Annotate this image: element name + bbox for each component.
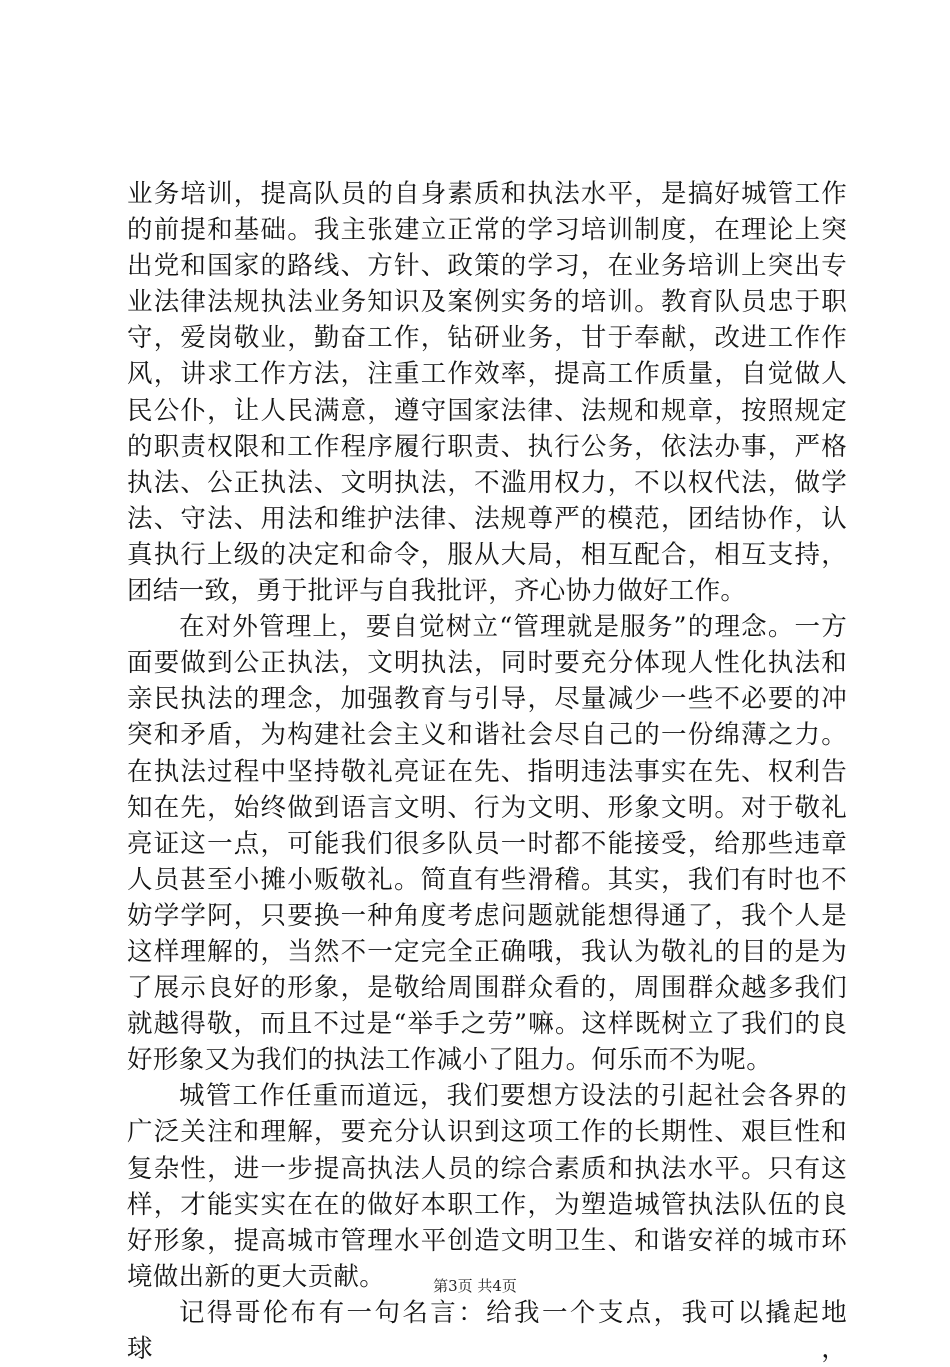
body-text (127, 176, 847, 1367)
paragraph-training: 业务培训，提高队员的自身素质和执法水平，是搞好城管工作的前提和基础。我主张建立正常的学习培训制度，在理论上突出党和国家的路线、方针、政策的学习，在业务培训上突出专业法律法规执法业务知识及案例实务的培训。教育队员忠于职守，爱岗敬业，勤奋工作，钻研业务，甘于奉献，改进工作作风，讲求工作方法，注重工作效率，提高工作质量，自觉做人民公仆，让人民满意，遵守国家法律、法规和规章，按照规定的职责权限和工作程序履行职责、执行公务，依法办事，严格执法、公正执法、文明执法，不滥用权力，不以权代法，做学法、守法、用法和维护法律、法规尊严的模范，团结协作，认真执行上级的决定和命令，服从大局，相互配合，相互支持，团结一致，勇于批评与自我批评，齐心协力做好工作。 (127, 179, 847, 607)
paragraph-external-management: 在对外管理上，要自觉树立“管理就是服务”的理念。一方面要做到公正执法，文明执法，同时要充分体现人性化执法和亲民执法的理念，加强教育与引导，尽量减少一些不必要的冲突和矛盾，为构建社会主义和谐社会尽自己的一份绵薄之力。在执法过程中坚持敬礼亮证在先、指明违法事实在先、权利告知在先，始终做到语言文明、行为文明、形象文明。对于敬礼亮证这一点，可能我们很多队员一时都不能接受，给那些违章人员甚至小摊小贩敬礼。简直有些滑稽。其实，我们有时也不妨学学阿，只要换一种角度考虑问题就能想得通了，我个人是这样理解的，当然不一定完全正确哦，我认为敬礼的目的是为了展示良好的形象，是敬给周围群众看的，周围群众越多我们就越得敬，而且不过是“举手之劳”嘛。这样既树立了我们的良好形象又为我们的执法工作减小了阻力。何乐而不为呢。 (127, 612, 847, 1076)
page-footer: 第3页 共4页 (433, 1277, 517, 1295)
paragraph-quote: 记得哥伦布有一句名言：给我一个支点，我可以撬起地球， (127, 1297, 847, 1364)
paragraph-conclusion: 城管工作任重而道远，我们要想方设法的引起社会各界的广泛关注和理解，要充分认识到这项工作的长期性、艰巨性和复杂性，进一步提高执法人员的综合素质和执法水平。只有这样，才能实实在在的做好本职工作，为塑造城管执法队伍的良好形象，提高城市管理水平创造文明卫生、和谐安祥的城市环境做出新的更大贡献。 (127, 1081, 847, 1292)
